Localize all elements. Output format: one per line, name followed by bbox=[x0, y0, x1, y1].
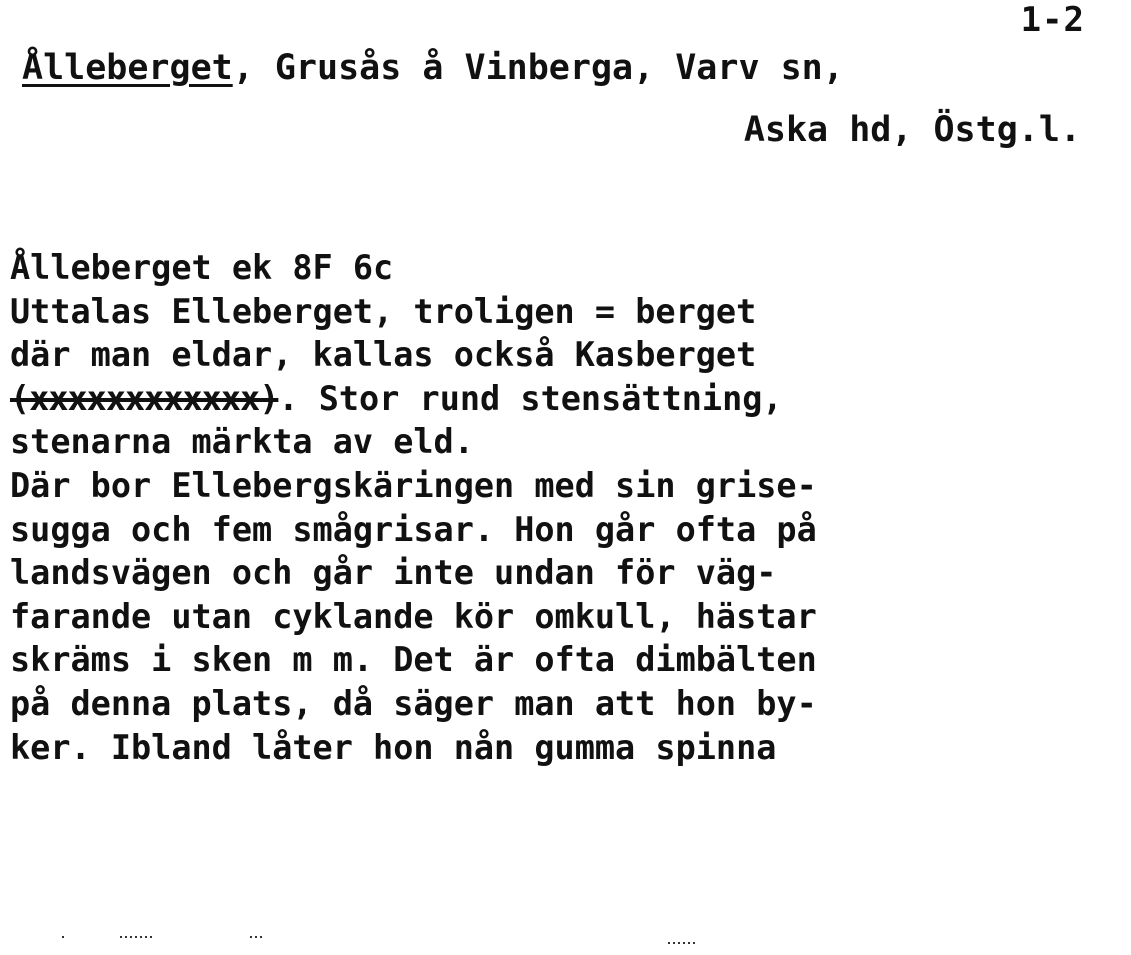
heading-place-name: Ålleberget bbox=[22, 48, 233, 88]
text-line-continuation: . Stor rund stensättning, bbox=[278, 378, 783, 418]
body-text bbox=[10, 246, 1110, 769]
heading-line-1 bbox=[22, 48, 844, 88]
text-line: landsvägen och går inte undan för väg- bbox=[10, 553, 777, 593]
text-line: där man eldar, kallas också Kasberget bbox=[10, 335, 757, 375]
text-line: på denna plats, då säger man att hon by- bbox=[10, 683, 817, 723]
page-number: 1-2 bbox=[1020, 0, 1085, 40]
scan-speck bbox=[250, 936, 264, 938]
scan-specks bbox=[0, 936, 1131, 946]
text-line bbox=[10, 377, 1110, 421]
scan-speck bbox=[120, 936, 152, 938]
text-line: farande utan cyklande kör omkull, hästar bbox=[10, 596, 817, 636]
text-line: Ålleberget ek 8F 6c bbox=[10, 248, 394, 287]
text-line: Där bor Ellebergskäringen med sin grise- bbox=[10, 465, 817, 505]
heading-location: , Grusås å Vinberga, Varv sn, bbox=[232, 48, 844, 88]
heading-line-2: Aska hd, Östg.l. bbox=[743, 110, 1081, 150]
struck-out-text: (xxxxxxxxxxxx) bbox=[10, 378, 279, 418]
text-line: ker. Ibland låter hon nån gumma spinna bbox=[10, 727, 777, 767]
text-line: sugga och fem smågrisar. Hon går ofta på bbox=[10, 509, 817, 549]
scan-speck bbox=[62, 936, 66, 938]
scan-speck bbox=[668, 942, 698, 944]
text-line: Uttalas Elleberget, troligen = berget bbox=[10, 291, 757, 331]
text-line: stenarna märkta av eld. bbox=[10, 422, 474, 462]
text-line: skräms i sken m m. Det är ofta dimbälten bbox=[10, 640, 817, 680]
